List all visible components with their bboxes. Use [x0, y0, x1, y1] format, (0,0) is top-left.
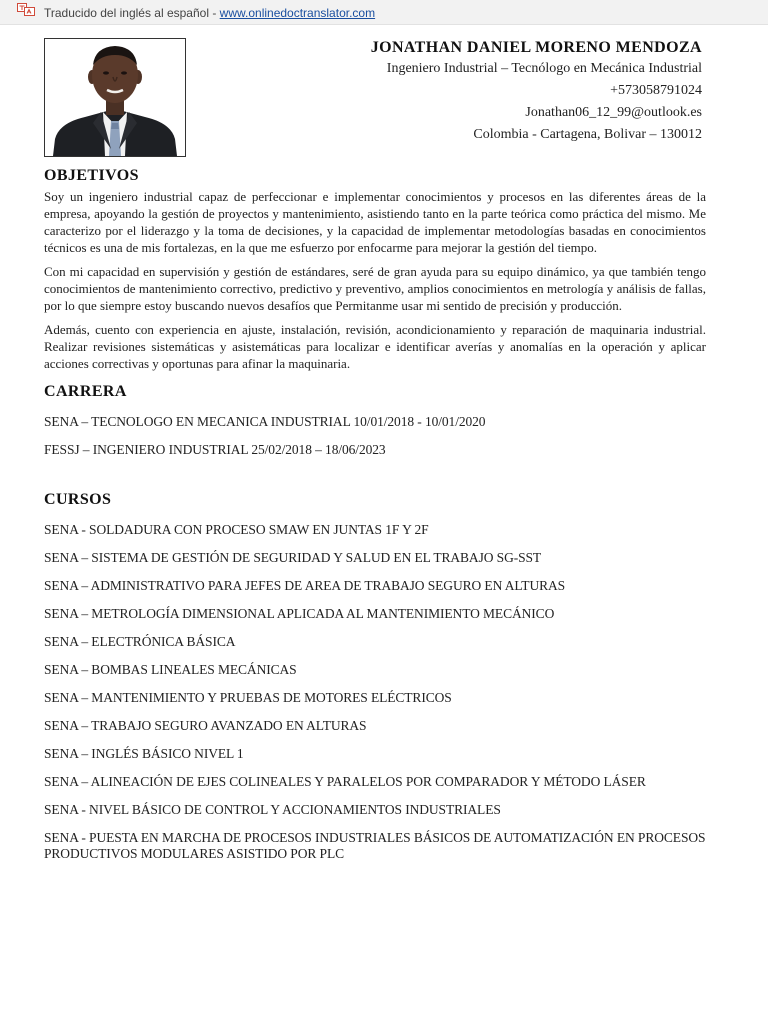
course-item: SENA – METROLOGÍA DIMENSIONAL APLICADA AL MANTENIMIENTO MECÁNICO [44, 606, 555, 621]
course-item: SENA - SOLDADURA CON PROCESO SMAW EN JUNTAS 1F Y 2F [44, 522, 429, 537]
course-item: SENA – BOMBAS LINEALES MECÁNICAS [44, 662, 297, 677]
translator-link[interactable]: www.onlinedoctranslator.com [219, 6, 376, 20]
banner-text: Traducido del inglés al español - [44, 6, 220, 20]
course-item: SENA – ALINEACIÓN DE EJES COLINEALES Y PARALELOS POR COMPARADOR Y MÉTODO LÁSER [44, 774, 646, 789]
section-cursos [44, 490, 706, 862]
header-info [282, 38, 702, 146]
section-carrera [44, 382, 706, 458]
objective-paragraph: Además, cuento con experiencia en ajuste, instalación, revisión, acondicionamiento y reparación de maquinaria industrial. Realizar revisiones sistemáticas y asistemáticas para localizar e identificar averías y anomalías en la operación y aplicar acciones correctivas y oportunas para afinar la maquinaria. [44, 322, 706, 371]
translator-logo-icon [17, 3, 35, 17]
section-objetivos [44, 166, 706, 372]
course-item: SENA – TRABAJO SEGURO AVANZADO EN ALTURAS [44, 718, 367, 733]
person-portrait-icon [45, 39, 185, 156]
section-title-carrera: CARRERA [44, 383, 127, 400]
profession: Ingeniero Industrial – Tecnólogo en Mecánica Industrial [386, 61, 702, 76]
course-item: SENA - NIVEL BÁSICO DE CONTROL Y ACCIONAMIENTOS INDUSTRIALES [44, 802, 501, 817]
section-title-cursos: CURSOS [44, 491, 112, 508]
course-item: SENA – ADMINISTRATIVO PARA JEFES DE AREA DE TRABAJO SEGURO EN ALTURAS [44, 578, 566, 593]
section-title-objetivos: OBJETIVOS [44, 167, 139, 184]
course-item: SENA – ELECTRÓNICA BÁSICA [44, 634, 236, 649]
course-item: SENA – INGLÉS BÁSICO NIVEL 1 [44, 746, 244, 761]
phone-number: +573058791024 [610, 83, 702, 98]
objective-paragraph: Con mi capacidad en supervisión y gestión de estándares, seré de gran ayuda para su equipo dinámico, ya que también tengo conocimientos de mantenimiento correctivo, predictivo y preventivo, amplios conocimientos en metrología y análisis de fallas, por lo que siempre estoy buscando nuevos desafíos que Permitanme usar mi sentido de precisión y producción. [44, 264, 706, 313]
translation-banner [0, 0, 768, 25]
course-item: SENA – MANTENIMIENTO Y PRUEBAS DE MOTORES ELÉCTRICOS [44, 690, 452, 705]
course-item: SENA – SISTEMA DE GESTIÓN DE SEGURIDAD Y SALUD EN EL TRABAJO SG-SST [44, 550, 542, 565]
candidate-name: JONATHAN DANIEL MORENO MENDOZA [370, 39, 702, 56]
career-item: SENA – TECNOLOGO EN MECANICA INDUSTRIAL 10/01/2018 - 10/01/2020 [44, 414, 486, 429]
location: Colombia - Cartagena, Bolivar – 130012 [473, 127, 702, 142]
course-item: SENA - PUESTA EN MARCHA DE PROCESOS INDUSTRIALES BÁSICOS DE AUTOMATIZACIÓN EN PROCESOS PRODUCTIVOS MODULARES ASISTIDO POR PLC [44, 830, 706, 861]
profile-photo [44, 38, 186, 157]
resume-content [44, 166, 706, 862]
email-address: Jonathan06_12_99@outlook.es [525, 105, 702, 120]
career-item: FESSJ – INGENIERO INDUSTRIAL 25/02/2018 – 18/06/2023 [44, 442, 386, 457]
objective-paragraph: Soy un ingeniero industrial capaz de perfeccionar e implementar conocimientos y procesos en las diferentes áreas de la empresa, apoyando la gestión de proyectos y mantenimiento, asistiendo tanto en la parte teórica como práctica del mismo. Me caracterizo por el liderazgo y la toma de decisiones, y la capacidad de implementar metodologías basadas en conocimientos técnicos es una de mis fortalezas, en la que me esfuerzo por enfocarme para mejorar la gestión del tiempo. [44, 189, 706, 255]
